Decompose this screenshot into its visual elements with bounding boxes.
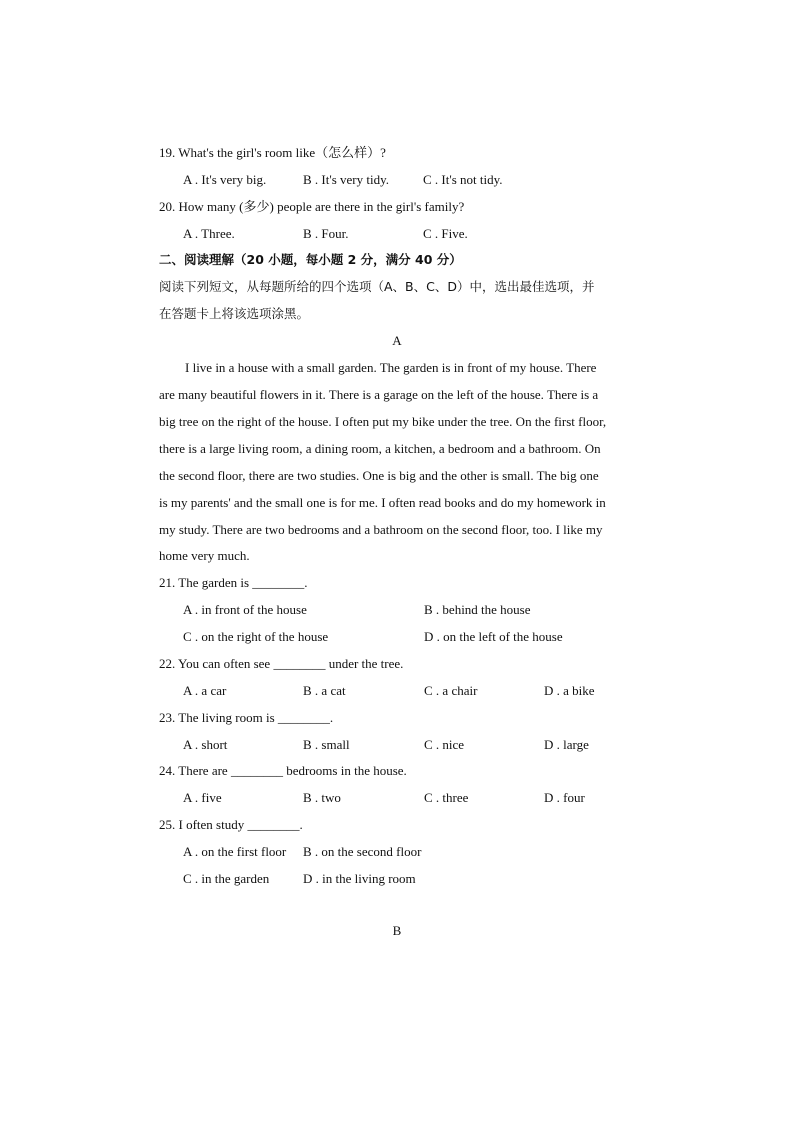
question-25-option-c: C . in the garden — [183, 871, 270, 886]
question-25-option-a: A . on the first floor — [183, 844, 287, 859]
question-21-option-c: C . on the right of the house — [183, 629, 329, 644]
passage-a-line: big tree on the right of the house. I often put my bike under the tree. On the first floor, — [159, 414, 607, 429]
section-2-instruction-line-1: 阅读下列短文，从每题所给的四个选项（A、B、C、D）中，选出最佳选项，并 — [159, 279, 595, 294]
question-22-option-d: D . a bike — [544, 683, 595, 698]
passage-a-line: home very much. — [159, 548, 250, 563]
question-24-stem: 24. There are ________ bedrooms in the house. — [159, 763, 407, 778]
question-19-stem: 19. What's the girl's room like（怎么样）? — [159, 145, 386, 160]
question-24-option-c: C . three — [424, 790, 469, 805]
question-20-option-b: B . Four. — [303, 226, 349, 241]
section-2-heading: 二、阅读理解（20 小题，每小题 2 分，满分 40 分） — [159, 252, 462, 267]
question-22-option-c: C . a chair — [424, 683, 478, 698]
passage-a-line: are many beautiful flowers in it. There is a garage on the left of the house. There is a — [159, 387, 599, 402]
question-21-option-d: D . on the left of the house — [424, 629, 563, 644]
question-23-stem: 23. The living room is ________. — [159, 710, 334, 725]
question-24-option-b: B . two — [303, 790, 341, 805]
question-22-option-b: B . a cat — [303, 683, 346, 698]
question-20-stem: 20. How many (多少) people are there in the girl's family? — [159, 199, 465, 214]
question-19-option-c: C . It's not tidy. — [423, 172, 503, 187]
question-21-option-a: A . in front of the house — [183, 602, 307, 617]
question-20-option-a: A . Three. — [183, 226, 235, 241]
passage-a-label: A — [392, 333, 402, 348]
passage-a-line: my study. There are two bedrooms and a bathroom on the second floor, too. I like my — [159, 522, 603, 537]
question-20-option-c: C . Five. — [423, 226, 468, 241]
question-19-option-a: A . It's very big. — [183, 172, 267, 187]
question-21-option-b: B . behind the house — [424, 602, 531, 617]
question-24-option-d: D . four — [544, 790, 585, 805]
question-25-option-d: D . in the living room — [303, 871, 416, 886]
question-24-option-a: A . five — [183, 790, 222, 805]
passage-a-line: is my parents' and the small one is for me. I often read books and do my homework in — [159, 495, 606, 510]
passage-a-line: the second floor, there are two studies. One is big and the other is small. The big one — [159, 468, 599, 483]
question-19-option-b: B . It's very tidy. — [303, 172, 389, 187]
passage-a-line: I live in a house with a small garden. The garden is in front of my house. There — [185, 360, 597, 375]
question-22-option-a: A . a car — [183, 683, 227, 698]
section-2-instruction-line-2: 在答题卡上将该选项涂黑。 — [159, 306, 310, 321]
question-21-stem: 21. The garden is ________. — [159, 575, 308, 590]
passage-a-line: there is a large living room, a dining room, a kitchen, a bedroom and a bathroom. On — [159, 441, 601, 456]
question-22-stem: 22. You can often see ________ under the tree. — [159, 656, 404, 671]
question-23-option-c: C . nice — [424, 737, 465, 752]
question-23-option-d: D . large — [544, 737, 589, 752]
question-23-option-b: B . small — [303, 737, 350, 752]
question-25-stem: 25. I often study ________. — [159, 817, 303, 832]
passage-b-label: B — [392, 923, 402, 938]
question-23-option-a: A . short — [183, 737, 228, 752]
question-25-option-b: B . on the second floor — [303, 844, 422, 859]
